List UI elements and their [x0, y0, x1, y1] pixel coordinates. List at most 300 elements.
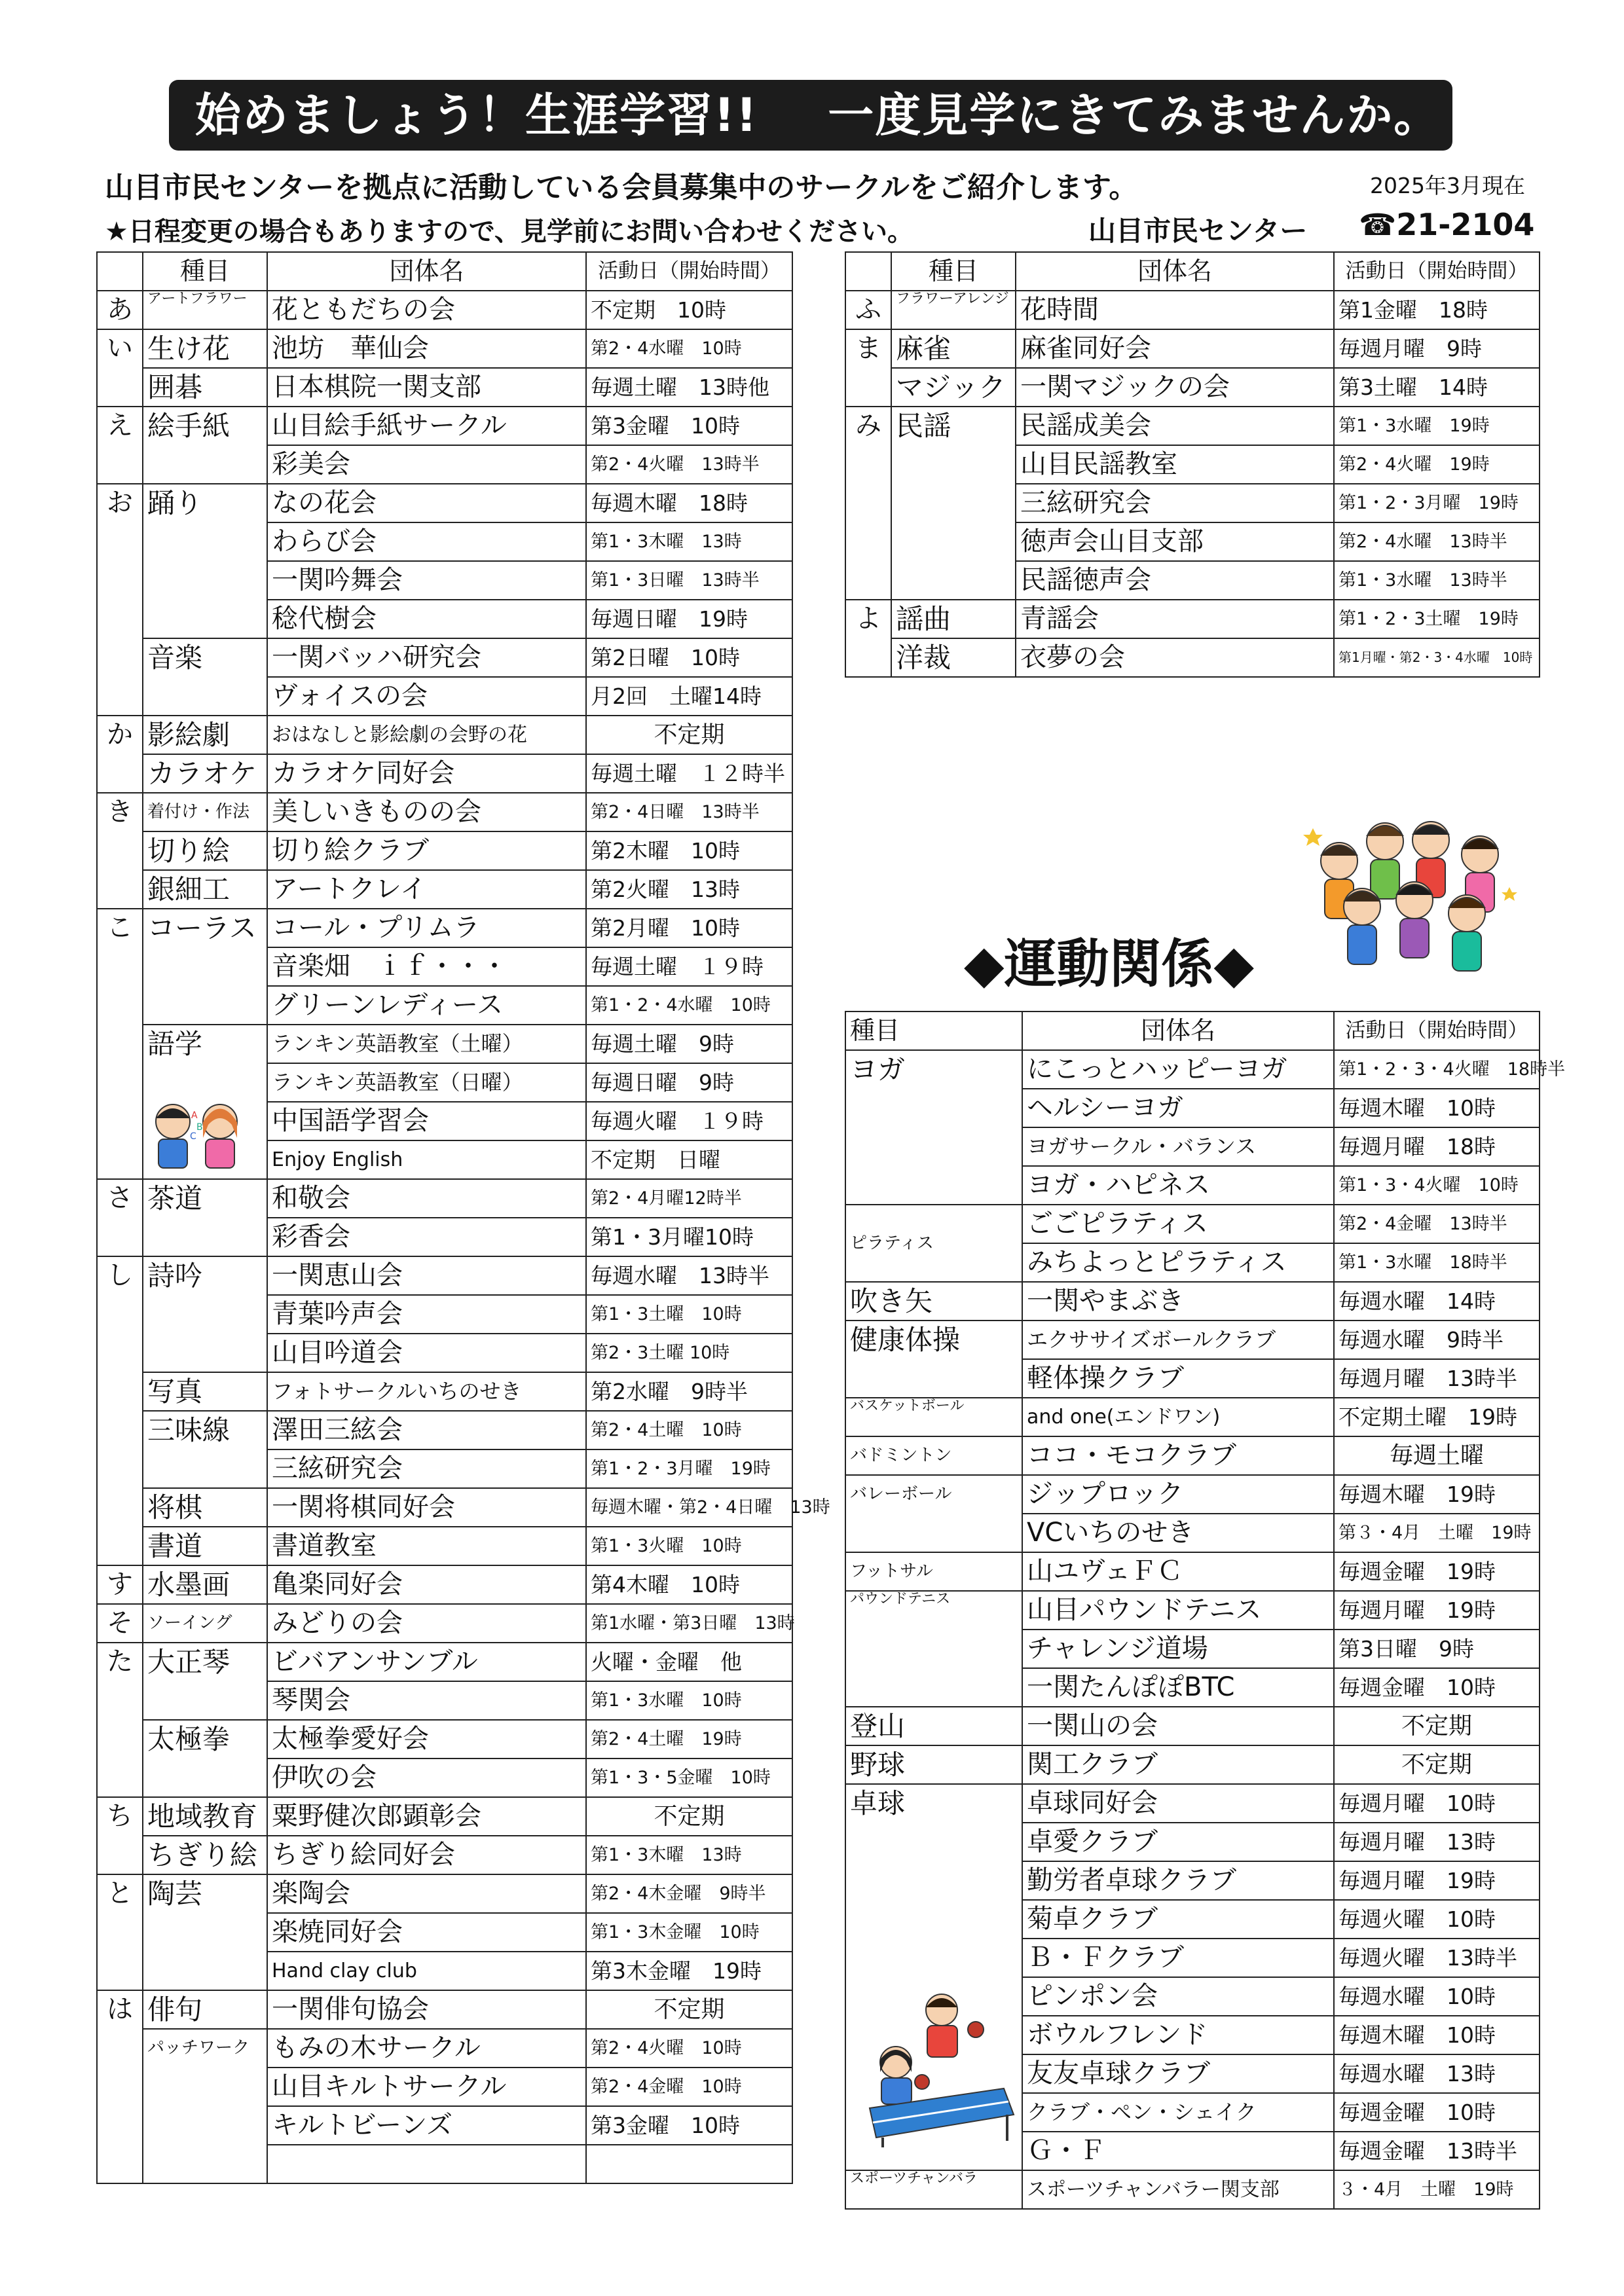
group-name-cell: もみの木サークル	[267, 2029, 586, 2068]
group-name-cell: Ｂ・Ｆクラブ	[1022, 1939, 1334, 1977]
table-tennis-illustration	[857, 1984, 1017, 2147]
group-name-cell: ジップロック	[1022, 1475, 1334, 1514]
banner-right-text: 一度見学にきてみませんか。	[828, 88, 1441, 142]
group-name-cell: 一関たんぽぽBTC	[1022, 1668, 1334, 1707]
group-name-cell: 亀楽同好会	[267, 1565, 586, 1604]
category-cell: 大正琴	[143, 1643, 267, 1720]
category-cell: 地域教育	[143, 1797, 267, 1836]
group-name-cell	[267, 2145, 586, 2183]
group-name-cell: 花ともだちの会	[267, 291, 586, 329]
sport-category-cell: バスケットボール	[845, 1398, 1022, 1436]
table-row	[845, 1784, 1540, 1823]
group-name-cell: 三絃研究会	[267, 1449, 586, 1488]
kana-index: よ	[845, 600, 891, 677]
schedule-cell: 第1・3月曜10時	[586, 1218, 792, 1256]
header-category: 種目	[891, 252, 1016, 291]
as-of-date: 2025年3月現在	[1370, 173, 1525, 198]
group-name-cell: 中国語学習会	[267, 1102, 586, 1140]
group-name-cell: Hand clay club	[267, 1952, 586, 1990]
schedule-cell: 毎週月曜 19時	[1334, 1861, 1540, 1900]
table-row	[97, 1604, 792, 1643]
group-name-cell: 青謡会	[1016, 600, 1334, 638]
kana-index: こ	[97, 909, 143, 1179]
schedule-cell: 第1・3水曜 18時半	[1334, 1243, 1540, 1282]
group-name-cell: 花時間	[1016, 291, 1334, 329]
category-cell: 水墨画	[143, 1565, 267, 1604]
category-cell: フラワーアレンジ	[891, 291, 1016, 329]
group-name-cell: 彩香会	[267, 1218, 586, 1256]
group-name-cell: 伊吹の会	[267, 1758, 586, 1797]
group-name-cell: 稔代樹会	[267, 600, 586, 638]
kana-index: ふ	[845, 291, 891, 329]
category-cell: 生け花	[143, 329, 267, 368]
table-row	[97, 754, 792, 793]
group-name-cell: クラブ・ペン・シェイク	[1022, 2093, 1334, 2132]
group-name-cell: ランキン英語教室（日曜）	[267, 1063, 586, 1102]
schedule-cell: 毎週月曜 9時	[1334, 329, 1540, 368]
schedule-cell: 毎週月曜 18時	[1334, 1127, 1540, 1166]
category-cell: 将棋	[143, 1488, 267, 1527]
group-name-cell: フォトサークルいちのせき	[267, 1372, 586, 1411]
group-name-cell: ランキン英語教室（土曜）	[267, 1025, 586, 1063]
group-name-cell: Enjoy English	[267, 1140, 586, 1179]
schedule-cell: 毎週木曜 19時	[1334, 1475, 1540, 1514]
sport-category-cell: ピラティス	[845, 1205, 1022, 1282]
category-cell: 踊り	[143, 484, 267, 638]
schedule-cell: 毎週木曜 10時	[1334, 1089, 1540, 1127]
category-cell: 詩吟	[143, 1256, 267, 1372]
header-group-name: 団体名	[1016, 252, 1334, 291]
group-name-cell: 彩美会	[267, 445, 586, 484]
group-name-cell: 池坊 華仙会	[267, 329, 586, 368]
group-name-cell: 友友卓球クラブ	[1022, 2054, 1334, 2093]
sport-category-cell: フットサル	[845, 1552, 1022, 1591]
table-row	[97, 1643, 792, 1681]
schedule-cell	[586, 2145, 792, 2183]
schedule-cell: 第1・2・3月曜 19時	[1334, 484, 1540, 522]
schedule-notice: ★日程変更の場合もありますので、見学前にお問い合わせください。	[105, 217, 914, 247]
schedule-cell: 不定期	[1334, 1745, 1540, 1784]
group-name-cell: 琴関会	[267, 1681, 586, 1720]
group-name-cell: 粟野健次郎顕彰会	[267, 1797, 586, 1836]
group-name-cell: にこっとハッピーヨガ	[1022, 1050, 1334, 1089]
schedule-cell: 月2回 土曜14時	[586, 677, 792, 716]
schedule-cell: 第2・4木金曜 9時半	[586, 1874, 792, 1913]
kana-index: あ	[97, 291, 143, 329]
group-name-cell: 卓球同好会	[1022, 1784, 1334, 1823]
sport-category-cell: スポーツチャンバラ	[845, 2170, 1022, 2209]
table-row	[97, 909, 792, 947]
category-cell: ちぎり絵	[143, 1836, 267, 1874]
group-name-cell: スポーツチャンバラー関支部	[1022, 2170, 1334, 2209]
schedule-cell: 第1・3・5金曜 10時	[586, 1758, 792, 1797]
kana-index: す	[97, 1565, 143, 1604]
kana-index: は	[97, 1990, 143, 2183]
culture-circle-table-left	[96, 251, 830, 2184]
schedule-cell: 毎週土曜	[1334, 1436, 1540, 1475]
children-group-illustration	[1300, 815, 1532, 979]
table-row	[845, 329, 1540, 368]
schedule-cell: 毎週金曜 13時半	[1334, 2132, 1540, 2170]
category-cell: 三味線	[143, 1411, 267, 1488]
table-row	[97, 1372, 792, 1411]
group-name-cell: 関工クラブ	[1022, 1745, 1334, 1784]
group-name-cell: 菊卓クラブ	[1022, 1900, 1334, 1939]
sport-category-cell: バドミントン	[845, 1436, 1022, 1475]
table-row	[97, 1874, 792, 1913]
group-name-cell: 澤田三絃会	[267, 1411, 586, 1449]
kana-index: そ	[97, 1604, 143, 1643]
category-cell: 茶道	[143, 1179, 267, 1256]
group-name-cell: エクササイズボールクラブ	[1022, 1321, 1334, 1359]
group-name-cell: 音楽畑 ｉｆ・・・	[267, 947, 586, 986]
category-cell: 音楽	[143, 638, 267, 716]
sport-category-cell: パウンドテニス	[845, 1591, 1022, 1707]
svg-text:B: B	[196, 1122, 203, 1133]
center-name: 山目市民センター	[1088, 215, 1308, 247]
group-name-cell: 衣夢の会	[1016, 638, 1334, 677]
table-row	[97, 1179, 792, 1218]
kana-index: さ	[97, 1179, 143, 1256]
table-row	[97, 1720, 792, 1758]
group-name-cell: チャレンジ道場	[1022, 1630, 1334, 1668]
group-name-cell: カラオケ同好会	[267, 754, 586, 793]
schedule-cell: 第3土曜 14時	[1334, 368, 1540, 407]
table-header-row	[845, 1011, 1540, 1050]
category-cell: 書道	[143, 1527, 267, 1565]
schedule-cell: 第1・3日曜 13時半	[586, 561, 792, 600]
category-cell: 謡曲	[891, 600, 1016, 638]
table-row	[97, 1990, 792, 2029]
group-name-cell: 山目吟道会	[267, 1334, 586, 1372]
group-name-cell: ヨガ・ハピネス	[1022, 1166, 1334, 1205]
category-cell: 俳句	[143, 1990, 267, 2029]
schedule-cell: 第4木曜 10時	[586, 1565, 792, 1604]
category-cell: 着付け・作法	[143, 793, 267, 831]
schedule-cell: 毎週水曜 10時	[1334, 1977, 1540, 2016]
group-name-cell: ビバアンサンブル	[267, 1643, 586, 1681]
category-cell: 洋裁	[891, 638, 1016, 677]
category-cell: ソーイング	[143, 1604, 267, 1643]
language-kids-illustration	[147, 1092, 245, 1171]
group-name-cell: 書道教室	[267, 1527, 586, 1565]
group-name-cell: 山ユヴェＦＣ	[1022, 1552, 1334, 1591]
kana-index: し	[97, 1256, 143, 1565]
kana-index: か	[97, 716, 143, 793]
schedule-cell: 毎週土曜 13時他	[586, 368, 792, 407]
group-name-cell: ヨガサークル・バランス	[1022, 1127, 1334, 1166]
table-row	[845, 1050, 1540, 1089]
sport-category-cell: 野球	[845, 1745, 1022, 1784]
group-name-cell: ヘルシーヨガ	[1022, 1089, 1334, 1127]
schedule-cell: 第1・2・3土曜 19時	[1334, 600, 1540, 638]
schedule-cell: 第1金曜 18時	[1334, 291, 1540, 329]
group-name-cell: 山目キルトサークル	[267, 2068, 586, 2106]
group-name-cell: コール・プリムラ	[267, 909, 586, 947]
table-row	[845, 368, 1540, 407]
category-cell: マジック	[891, 368, 1016, 407]
table-row	[97, 1797, 792, 1836]
table-row	[845, 1436, 1540, 1475]
table-row	[97, 2029, 792, 2068]
category-cell: 囲碁	[143, 368, 267, 407]
schedule-cell: 毎週水曜 13時	[1334, 2054, 1540, 2093]
header-category: 種目	[845, 1011, 1022, 1050]
group-name-cell: ボウルフレンド	[1022, 2016, 1334, 2054]
phone-number: ☎21-2104	[1359, 207, 1535, 242]
group-name-cell: 一関やまぶき	[1022, 1282, 1334, 1321]
svg-text:A: A	[191, 1110, 198, 1121]
schedule-cell: 第3木金曜 19時	[586, 1952, 792, 1990]
table-row	[97, 831, 792, 870]
category-cell: カラオケ	[143, 754, 267, 793]
group-name-cell: なの花会	[267, 484, 586, 522]
table-row	[845, 1398, 1540, 1436]
schedule-cell: 毎週月曜 10時	[1334, 1784, 1540, 1823]
group-name-cell: キルトビーンズ	[267, 2106, 586, 2145]
schedule-cell: 毎週水曜 14時	[1334, 1282, 1540, 1321]
table-row	[97, 1256, 792, 1295]
sport-category-cell: ヨガ	[845, 1050, 1022, 1205]
category-cell: 銀細工	[143, 870, 267, 909]
schedule-cell: 毎週火曜 １９時	[586, 1102, 792, 1140]
schedule-cell: 第2・4金曜 13時半	[1334, 1205, 1540, 1243]
schedule-cell: 毎週月曜 13時	[1334, 1823, 1540, 1861]
header-group-name: 団体名	[267, 252, 586, 291]
category-cell: 麻雀	[891, 329, 1016, 368]
group-name-cell: 青葉吟声会	[267, 1295, 586, 1334]
table-header-row	[845, 252, 1540, 291]
category-cell: アートフラワー	[143, 291, 267, 329]
title-banner	[169, 80, 1452, 151]
table-row	[97, 870, 792, 909]
schedule-cell: 第2・4金曜 10時	[586, 2068, 792, 2106]
group-name-cell: 勤労者卓球クラブ	[1022, 1861, 1334, 1900]
group-name-cell: Ｇ・Ｆ	[1022, 2132, 1334, 2170]
group-name-cell: ココ・モコクラブ	[1022, 1436, 1334, 1475]
schedule-cell: 第2・4水曜 13時半	[1334, 522, 1540, 561]
schedule-cell: 不定期土曜 19時	[1334, 1398, 1540, 1436]
header-schedule: 活動日（開始時間）	[586, 252, 792, 291]
group-name-cell: グリーンレディース	[267, 986, 586, 1025]
schedule-cell: 不定期 10時	[586, 291, 792, 329]
kana-index: い	[97, 329, 143, 407]
kana-index: え	[97, 407, 143, 484]
table-row	[97, 368, 792, 407]
table-row	[97, 1527, 792, 1565]
table-row	[845, 600, 1540, 638]
schedule-cell: 第1月曜・第2・3・4水曜 10時	[1334, 638, 1540, 677]
schedule-cell: 第1・3木曜 13時	[586, 1836, 792, 1874]
group-name-cell: 楽陶会	[267, 1874, 586, 1913]
group-name-cell: ヴォイスの会	[267, 677, 586, 716]
schedule-cell: 毎週火曜 13時半	[1334, 1939, 1540, 1977]
schedule-cell: 毎週火曜 10時	[1334, 1900, 1540, 1939]
group-name-cell: and one(エンドワン)	[1022, 1398, 1334, 1436]
schedule-cell: 第1・3火曜 10時	[586, 1527, 792, 1565]
table-row	[97, 1836, 792, 1874]
category-cell: 影絵劇	[143, 716, 267, 754]
header-category: 種目	[143, 252, 267, 291]
table-row	[97, 1411, 792, 1449]
schedule-cell: 不定期	[586, 1990, 792, 2029]
table-row	[97, 716, 792, 754]
schedule-cell: 第1・3水曜 13時半	[1334, 561, 1540, 600]
schedule-cell: 第1・3木金曜 10時	[586, 1913, 792, 1952]
category-cell: 写真	[143, 1372, 267, 1411]
table-row	[845, 1321, 1540, 1359]
table-row	[97, 638, 792, 677]
category-cell: 絵手紙	[143, 407, 267, 484]
schedule-cell: 第2水曜 9時半	[586, 1372, 792, 1411]
category-cell: 切り絵	[143, 831, 267, 870]
table-row	[97, 1025, 792, 1063]
schedule-cell: ３・4月 土曜 19時	[1334, 2170, 1540, 2209]
group-name-cell: 麻雀同好会	[1016, 329, 1334, 368]
group-name-cell: 太極拳愛好会	[267, 1720, 586, 1758]
schedule-cell: 第1・3・4火曜 10時	[1334, 1166, 1540, 1205]
group-name-cell: みちよっとピラティス	[1022, 1243, 1334, 1282]
group-name-cell: 民謡成美会	[1016, 407, 1334, 445]
table-row	[845, 291, 1540, 329]
schedule-cell: 第1・2・4水曜 10時	[586, 986, 792, 1025]
schedule-cell: 第2・4水曜 10時	[586, 329, 792, 368]
schedule-cell: 火曜・金曜 他	[586, 1643, 792, 1681]
group-name-cell: 軽体操クラブ	[1022, 1359, 1334, 1398]
header-group-name: 団体名	[1022, 1011, 1334, 1050]
category-cell: 陶芸	[143, 1874, 267, 1990]
group-name-cell: アートクレイ	[267, 870, 586, 909]
group-name-cell: 一関恵山会	[267, 1256, 586, 1295]
intro-text: 山目市民センターを拠点に活動している会員募集中のサークルをご紹介します。	[105, 171, 1138, 204]
schedule-cell: 毎週金曜 19時	[1334, 1552, 1540, 1591]
table-row	[845, 1552, 1540, 1591]
table-row	[97, 291, 792, 329]
table-row	[845, 1707, 1540, 1745]
schedule-cell: 不定期	[586, 716, 792, 754]
group-name-cell: わらび会	[267, 522, 586, 561]
schedule-cell: 毎週木曜・第2・4日曜 13時	[586, 1488, 792, 1527]
table-row	[845, 2170, 1540, 2209]
schedule-cell: 毎週日曜 9時	[586, 1063, 792, 1102]
svg-text:C: C	[190, 1131, 196, 1142]
category-cell: コーラス	[143, 909, 267, 1025]
group-name-cell: 美しいきものの会	[267, 793, 586, 831]
schedule-cell: 毎週木曜 18時	[586, 484, 792, 522]
culture-circle-table-right	[845, 251, 1540, 678]
schedule-cell: 不定期	[1334, 1707, 1540, 1745]
schedule-cell: 第1水曜・第3日曜 13時	[586, 1604, 792, 1643]
schedule-cell: 毎週水曜 13時半	[586, 1256, 792, 1295]
schedule-cell: 毎週水曜 9時半	[1334, 1321, 1540, 1359]
table-row	[845, 1591, 1540, 1630]
table-row	[845, 638, 1540, 677]
schedule-cell: 第2・4土曜 19時	[586, 1720, 792, 1758]
category-cell: 語学	[143, 1025, 267, 1179]
schedule-cell: 毎週土曜 １２時半	[586, 754, 792, 793]
schedule-cell: 毎週金曜 10時	[1334, 1668, 1540, 1707]
schedule-cell: 第1・3水曜 19時	[1334, 407, 1540, 445]
schedule-cell: 第2・4日曜 13時半	[586, 793, 792, 831]
group-name-cell: 楽焼同好会	[267, 1913, 586, 1952]
sport-category-cell: 健康体操	[845, 1321, 1022, 1398]
schedule-cell: 第1・3水曜 10時	[586, 1681, 792, 1720]
table-row	[97, 329, 792, 368]
schedule-cell: 第2・4土曜 10時	[586, 1411, 792, 1449]
schedule-cell: 第３・4月 土曜 19時	[1334, 1514, 1540, 1552]
table-row	[845, 1282, 1540, 1321]
banner-left-text: 始めましょう！生涯学習!!	[195, 88, 758, 142]
group-name-cell: おはなしと影絵劇の会野の花	[267, 716, 586, 754]
header-schedule: 活動日（開始時間）	[1334, 252, 1540, 291]
table-row	[97, 1488, 792, 1527]
kana-index: み	[845, 407, 891, 600]
group-name-cell: 和敬会	[267, 1179, 586, 1218]
schedule-cell: 第1・3木曜 13時	[586, 522, 792, 561]
group-name-cell: みどりの会	[267, 1604, 586, 1643]
schedule-cell: 毎週月曜 13時半	[1334, 1359, 1540, 1398]
group-name-cell: 日本棋院一関支部	[267, 368, 586, 407]
schedule-cell: 毎週金曜 10時	[1334, 2093, 1540, 2132]
schedule-cell: 不定期	[586, 1797, 792, 1836]
schedule-cell: 第3金曜 10時	[586, 407, 792, 445]
table-header-row	[97, 252, 792, 291]
header-kana-cell	[845, 252, 891, 291]
schedule-cell: 第2・3土曜 10時	[586, 1334, 792, 1372]
schedule-cell: 第1・2・3・4火曜 18時半	[1334, 1050, 1540, 1089]
group-name-cell: 一関山の会	[1022, 1707, 1334, 1745]
group-name-cell: 山目パウンドテニス	[1022, 1591, 1334, 1630]
schedule-cell: 毎週土曜 １９時	[586, 947, 792, 986]
sport-category-cell: バレーボール	[845, 1475, 1022, 1552]
table-row	[845, 407, 1540, 445]
schedule-cell: 第1・2・3月曜 19時	[586, 1449, 792, 1488]
schedule-cell: 不定期 日曜	[586, 1140, 792, 1179]
sport-category-cell: 吹き矢	[845, 1282, 1022, 1321]
category-cell: 太極拳	[143, 1720, 267, 1797]
kana-index: お	[97, 484, 143, 716]
schedule-cell: 第2・4火曜 10時	[586, 2029, 792, 2068]
schedule-cell: 毎週日曜 19時	[586, 600, 792, 638]
group-name-cell: 民謡徳声会	[1016, 561, 1334, 600]
kana-index: と	[97, 1874, 143, 1990]
table-row	[97, 1565, 792, 1604]
sport-category-cell: 登山	[845, 1707, 1022, 1745]
schedule-cell: 毎週木曜 10時	[1334, 2016, 1540, 2054]
schedule-cell: 第2月曜 10時	[586, 909, 792, 947]
schedule-cell: 毎週土曜 9時	[586, 1025, 792, 1063]
group-name-cell: ピンポン会	[1022, 1977, 1334, 2016]
schedule-cell: 第1・3土曜 10時	[586, 1295, 792, 1334]
group-name-cell: 山目絵手紙サークル	[267, 407, 586, 445]
category-cell: パッチワーク	[143, 2029, 267, 2183]
schedule-cell: 第2・4月曜12時半	[586, 1179, 792, 1218]
kana-index: た	[97, 1643, 143, 1797]
group-name-cell: 山目民謡教室	[1016, 445, 1334, 484]
group-name-cell: ごごピラティス	[1022, 1205, 1334, 1243]
schedule-cell: 第2・4火曜 19時	[1334, 445, 1540, 484]
header-kana-cell	[97, 252, 143, 291]
header-schedule: 活動日（開始時間）	[1334, 1011, 1540, 1050]
group-name-cell: ちぎり絵同好会	[267, 1836, 586, 1874]
category-cell: 民謡	[891, 407, 1016, 600]
sports-section-title: ◆運動関係◆	[964, 934, 1255, 994]
group-name-cell: 一関将棋同好会	[267, 1488, 586, 1527]
table-row	[845, 1205, 1540, 1243]
schedule-cell: 毎週月曜 19時	[1334, 1591, 1540, 1630]
schedule-cell: 第2火曜 13時	[586, 870, 792, 909]
schedule-cell: 第2木曜 10時	[586, 831, 792, 870]
